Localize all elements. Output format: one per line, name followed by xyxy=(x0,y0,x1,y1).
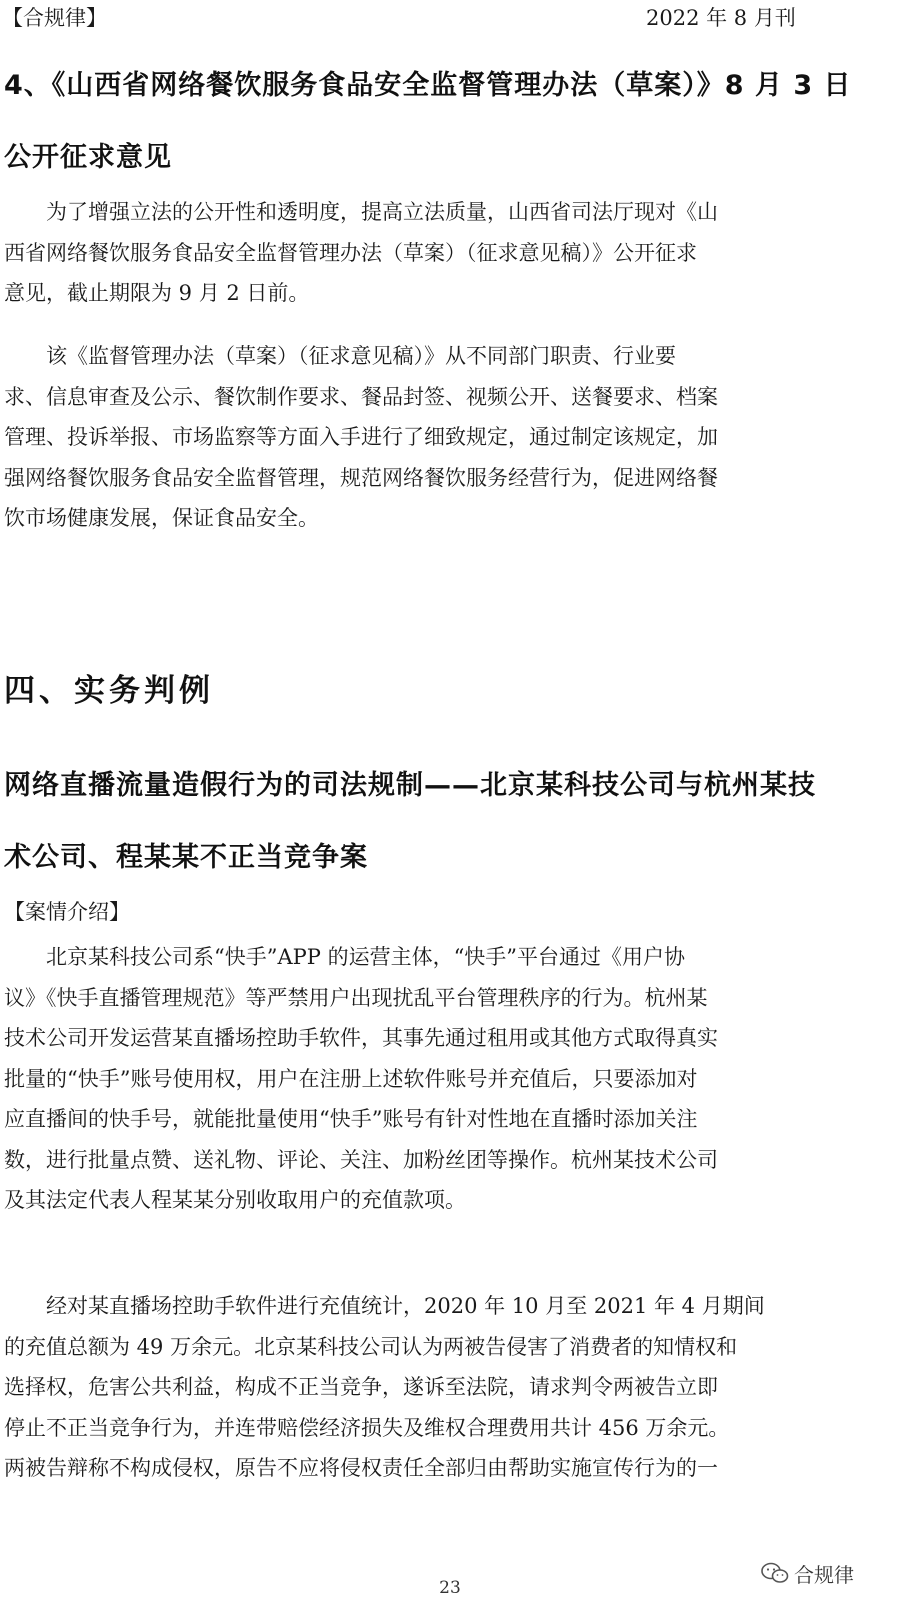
text-line: 该《监督管理办法（草案）（征求意见稿）》从不同部门职责、行业要 xyxy=(4,344,676,368)
item4-paragraph-1 xyxy=(4,192,884,314)
text-line: 意见，截止期限为 9 月 2 日前。 xyxy=(4,281,310,305)
text-line: 两被告辩称不构成侵权，原告不应将侵权责任全部归由帮助实施宣传行为的一 xyxy=(4,1456,718,1480)
case-paragraph-1 xyxy=(4,937,884,1221)
text-line: 求、信息审查及公示、餐饮制作要求、餐品封签、视频公开、送餐要求、档案 xyxy=(4,384,718,409)
watermark-text: 合规律 xyxy=(794,1562,854,1587)
text-line: 应直播间的快手号，就能批量使用“快手”账号有针对性地在直播时添加关注 xyxy=(4,1107,698,1131)
page-header xyxy=(0,2,900,30)
item4-title xyxy=(4,50,884,194)
text-line: 批量的“快手”账号使用权，用户在注册上述软件账号并充值后，只要添加对 xyxy=(4,1066,698,1091)
case-title-line: 术公司、程某某不正当竞争案 xyxy=(4,842,368,873)
case-title xyxy=(4,750,884,894)
section-heading: 四、实务判例 xyxy=(4,673,214,709)
case-title-line: 网络直播流量造假行为的司法规制——北京某科技公司与杭州某技 xyxy=(4,770,816,801)
text-line: 强网络餐饮服务食品安全监督管理，规范网络餐饮服务经营行为，促进网络餐 xyxy=(4,465,718,490)
page-number: 23 xyxy=(439,1578,461,1598)
text-line: 议》《快手直播管理规范》等严禁用户出现扰乱平台管理秩序的行为。杭州某 xyxy=(4,985,708,1010)
text-line: 经对某直播场控助手软件进行充值统计，2020 年 10 月至 2021 年 4 月期间 xyxy=(4,1294,765,1318)
text-line: 北京某科技公司系“快手”APP 的运营主体，“快手”平台通过《用户协 xyxy=(4,945,686,969)
text-line: 数，进行批量点赞、送礼物、评论、关注、加粉丝团等操作。杭州某技术公司 xyxy=(4,1147,718,1172)
text-line: 的充值总额为 49 万余元。北京某科技公司认为两被告侵害了消费者的知情权和 xyxy=(4,1334,738,1359)
text-line: 停止不正当竞争行为，并连带赔偿经济损失及维权合理费用共计 456 万余元。 xyxy=(4,1415,730,1440)
text-line: 技术公司开发运营某直播场控助手软件，其事先通过租用或其他方式取得真实 xyxy=(4,1026,718,1050)
item4-title-line: 公开征求意见 xyxy=(4,142,172,173)
text-line: 选择权，危害公共利益，构成不正当竞争，遂诉至法院，请求判令两被告立即 xyxy=(4,1375,718,1399)
item4-title-line: 4、《山西省网络餐饮服务食品安全监督管理办法（草案）》8 月 3 日 xyxy=(4,70,852,101)
header-publication-name: 【合规律】 xyxy=(2,6,107,30)
text-line: 西省网络餐饮服务食品安全监督管理办法（草案）（征求意见稿）》公开征求 xyxy=(4,240,697,265)
text-line: 为了增强立法的公开性和透明度，提高立法质量，山西省司法厅现对《山 xyxy=(4,200,718,224)
header-issue-date: 2022 年 8 月刊 xyxy=(646,6,796,30)
case-paragraph-2 xyxy=(4,1286,884,1489)
case-intro-tag: 【案情介绍】 xyxy=(4,900,130,924)
item4-paragraph-2 xyxy=(4,336,884,539)
text-line: 管理、投诉举报、市场监察等方面入手进行了细致规定，通过制定该规定，加 xyxy=(4,425,718,449)
text-line: 饮市场健康发展，保证食品安全。 xyxy=(4,506,319,530)
text-line: 及其法定代表人程某某分别收取用户的充值款项。 xyxy=(4,1188,466,1212)
